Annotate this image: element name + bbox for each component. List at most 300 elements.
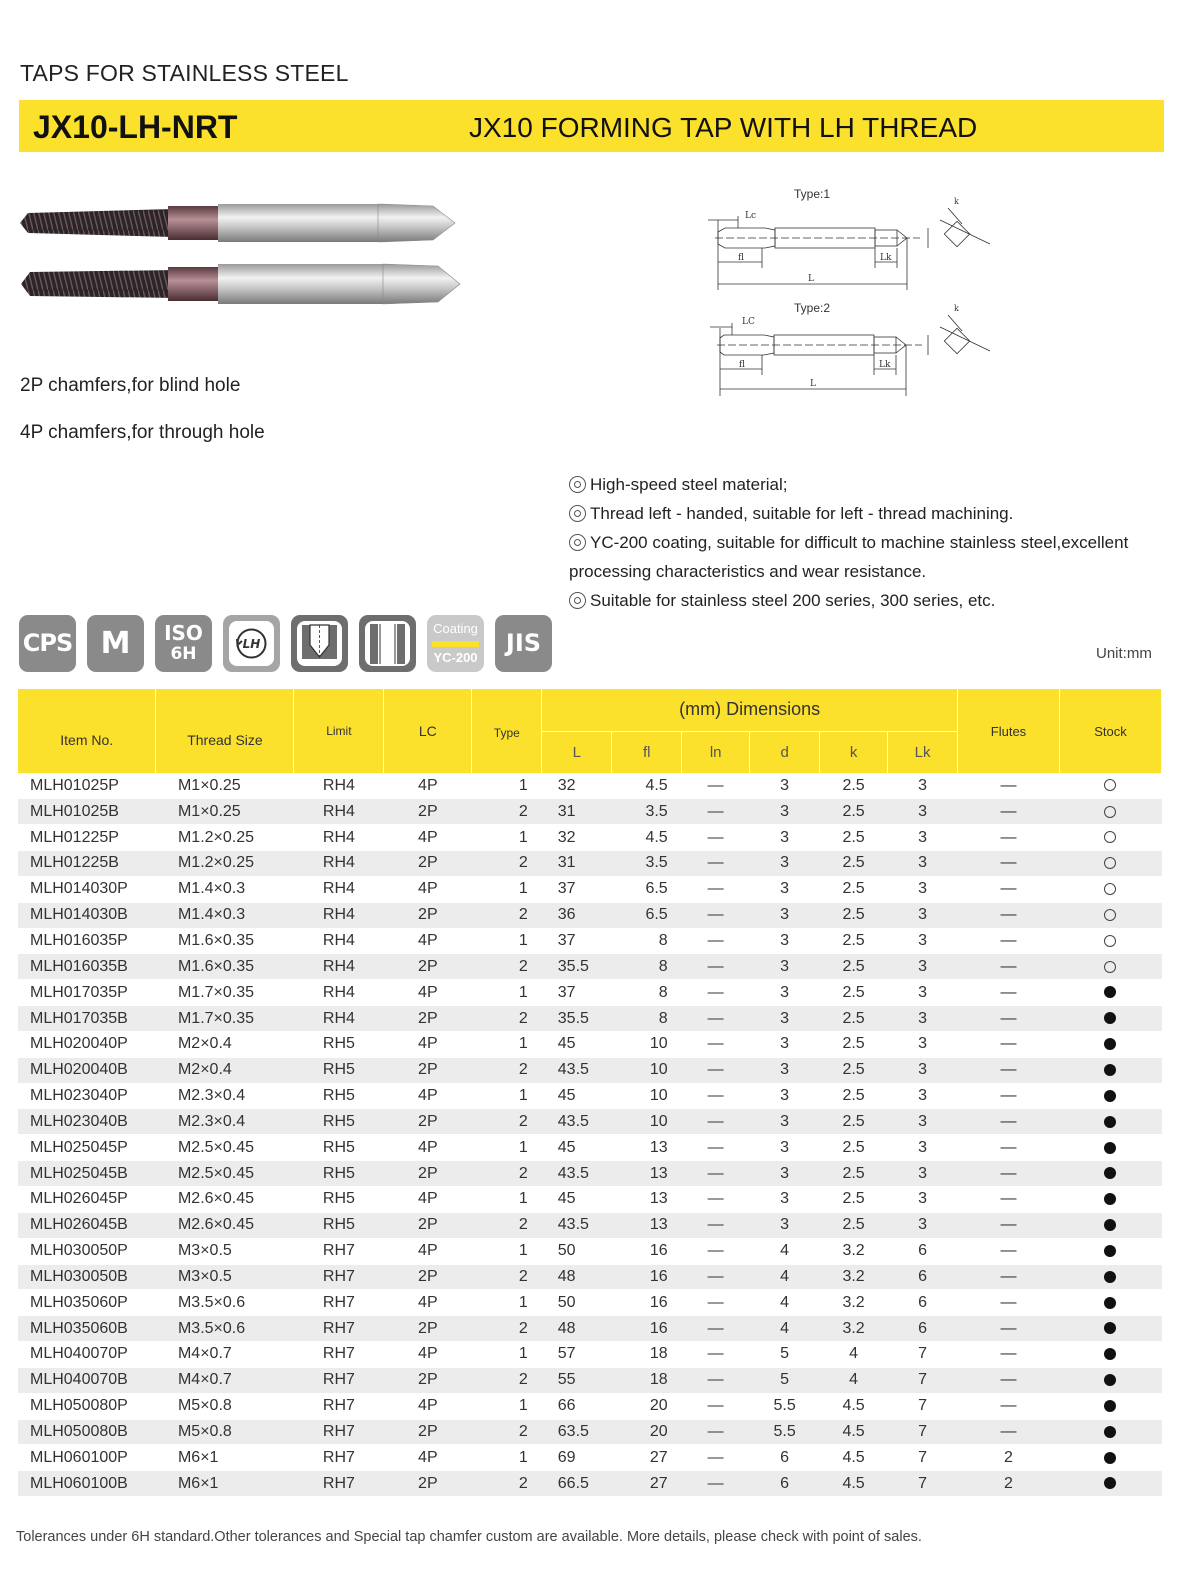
cell-lc: 4P bbox=[384, 1135, 472, 1161]
in-stock-icon bbox=[1104, 1297, 1116, 1309]
cell-fl: 27 bbox=[612, 1445, 682, 1471]
cell-item: MLH014030B bbox=[18, 902, 156, 928]
cell-k: 2.5 bbox=[820, 928, 888, 954]
made-to-order-icon bbox=[1104, 961, 1116, 973]
cell-d: 3 bbox=[750, 825, 820, 851]
cell-limit: RH4 bbox=[294, 1006, 384, 1032]
cell-flutes: — bbox=[958, 1238, 1060, 1264]
cell-stock bbox=[1059, 825, 1161, 851]
table-row bbox=[18, 1238, 1162, 1264]
table-row bbox=[18, 902, 1162, 928]
tap-photos bbox=[18, 190, 468, 320]
cell-l: 37 bbox=[542, 876, 612, 902]
cell-d: 3 bbox=[750, 1083, 820, 1109]
header-lc: LC bbox=[384, 689, 472, 773]
cell-lk: 7 bbox=[888, 1367, 958, 1393]
cell-limit: RH4 bbox=[294, 954, 384, 980]
cell-lc: 4P bbox=[384, 1031, 472, 1057]
cell-k: 2.5 bbox=[820, 1212, 888, 1238]
made-to-order-icon bbox=[1104, 857, 1116, 869]
header-Lk: Lk bbox=[888, 731, 958, 773]
cell-type: 2 bbox=[472, 1212, 542, 1238]
cell-flutes: — bbox=[958, 980, 1060, 1006]
cell-l: 48 bbox=[542, 1316, 612, 1342]
cell-lk: 3 bbox=[888, 825, 958, 851]
cell-l: 50 bbox=[542, 1238, 612, 1264]
cell-lc: 2P bbox=[384, 1264, 472, 1290]
cell-stock bbox=[1059, 851, 1161, 877]
cell-flutes: — bbox=[958, 851, 1060, 877]
cell-type: 2 bbox=[472, 1264, 542, 1290]
cell-flutes: — bbox=[958, 1367, 1060, 1393]
cell-ln: — bbox=[682, 1083, 750, 1109]
cell-l: 55 bbox=[542, 1367, 612, 1393]
cell-limit: RH4 bbox=[294, 851, 384, 877]
cell-d: 3 bbox=[750, 1006, 820, 1032]
made-to-order-icon bbox=[1104, 806, 1116, 818]
cell-ln: — bbox=[682, 1367, 750, 1393]
header-k: k bbox=[820, 731, 888, 773]
cell-k: 4.5 bbox=[820, 1471, 888, 1497]
cell-flutes: — bbox=[958, 1083, 1060, 1109]
cell-lc: 2P bbox=[384, 1212, 472, 1238]
in-stock-icon bbox=[1104, 1426, 1116, 1438]
cell-lc: 4P bbox=[384, 1083, 472, 1109]
table-row bbox=[18, 1031, 1162, 1057]
table-row bbox=[18, 851, 1162, 877]
cell-d: 3 bbox=[750, 902, 820, 928]
cell-d: 6 bbox=[750, 1445, 820, 1471]
cell-k: 3.2 bbox=[820, 1290, 888, 1316]
cell-flutes: — bbox=[958, 1006, 1060, 1032]
cell-item: MLH035060B bbox=[18, 1316, 156, 1342]
cell-item: MLH01025B bbox=[18, 799, 156, 825]
cell-lc: 2P bbox=[384, 1316, 472, 1342]
cell-lc: 4P bbox=[384, 1187, 472, 1213]
cell-item: MLH020040P bbox=[18, 1031, 156, 1057]
cell-thread: M1×0.25 bbox=[156, 773, 294, 799]
cell-limit: RH4 bbox=[294, 902, 384, 928]
cell-d: 3 bbox=[750, 1031, 820, 1057]
cell-stock bbox=[1059, 1445, 1161, 1471]
cell-l: 63.5 bbox=[542, 1419, 612, 1445]
cell-type: 1 bbox=[472, 1238, 542, 1264]
made-to-order-icon bbox=[1104, 831, 1116, 843]
cell-limit: RH7 bbox=[294, 1367, 384, 1393]
cell-item: MLH01225P bbox=[18, 825, 156, 851]
cell-thread: M6×1 bbox=[156, 1471, 294, 1497]
cell-k: 4.5 bbox=[820, 1419, 888, 1445]
in-stock-icon bbox=[1104, 1245, 1116, 1257]
table-row bbox=[18, 1057, 1162, 1083]
cell-lk: 7 bbox=[888, 1342, 958, 1368]
type-2-l-label: L bbox=[810, 379, 816, 389]
table-row bbox=[18, 799, 1162, 825]
cell-type: 1 bbox=[472, 1393, 542, 1419]
cell-item: MLH040070P bbox=[18, 1342, 156, 1368]
cell-k: 3.2 bbox=[820, 1316, 888, 1342]
cell-type: 2 bbox=[472, 1109, 542, 1135]
cell-l: 35.5 bbox=[542, 954, 612, 980]
cell-limit: RH4 bbox=[294, 825, 384, 851]
circle-bullet-icon bbox=[569, 592, 586, 609]
cell-lc: 4P bbox=[384, 1290, 472, 1316]
cell-fl: 18 bbox=[612, 1367, 682, 1393]
cell-thread: M4×0.7 bbox=[156, 1342, 294, 1368]
cell-ln: — bbox=[682, 1290, 750, 1316]
cell-lk: 3 bbox=[888, 1109, 958, 1135]
cell-type: 2 bbox=[472, 1161, 542, 1187]
type-2-fl-label: fl bbox=[739, 360, 746, 370]
cell-limit: RH4 bbox=[294, 928, 384, 954]
cell-limit: RH4 bbox=[294, 773, 384, 799]
cell-fl: 27 bbox=[612, 1471, 682, 1497]
svg-text:LH: LH bbox=[242, 637, 261, 651]
cell-lk: 3 bbox=[888, 1083, 958, 1109]
cell-k: 4 bbox=[820, 1367, 888, 1393]
cell-fl: 3.5 bbox=[612, 799, 682, 825]
cell-fl: 16 bbox=[612, 1290, 682, 1316]
cell-l: 50 bbox=[542, 1290, 612, 1316]
cell-thread: M3.5×0.6 bbox=[156, 1316, 294, 1342]
cell-lc: 2P bbox=[384, 799, 472, 825]
cell-thread: M3.5×0.6 bbox=[156, 1290, 294, 1316]
cell-thread: M4×0.7 bbox=[156, 1367, 294, 1393]
cell-flutes: — bbox=[958, 954, 1060, 980]
cell-l: 45 bbox=[542, 1135, 612, 1161]
cell-item: MLH026045P bbox=[18, 1187, 156, 1213]
cell-fl: 13 bbox=[612, 1161, 682, 1187]
cell-stock bbox=[1059, 799, 1161, 825]
cell-item: MLH016035P bbox=[18, 928, 156, 954]
cell-k: 4.5 bbox=[820, 1445, 888, 1471]
table-row bbox=[18, 1187, 1162, 1213]
feature-item: Suitable for stainless steel 200 series, 300 series, etc. bbox=[569, 586, 1169, 615]
cell-type: 2 bbox=[472, 1419, 542, 1445]
cell-l: 45 bbox=[542, 1187, 612, 1213]
cell-d: 5.5 bbox=[750, 1419, 820, 1445]
cell-d: 3 bbox=[750, 1057, 820, 1083]
cell-flutes: — bbox=[958, 1135, 1060, 1161]
cell-type: 2 bbox=[472, 954, 542, 980]
blind-hole-icon bbox=[291, 615, 348, 672]
cell-limit: RH5 bbox=[294, 1212, 384, 1238]
cell-thread: M3×0.5 bbox=[156, 1238, 294, 1264]
cell-item: MLH017035B bbox=[18, 1006, 156, 1032]
cell-l: 57 bbox=[542, 1342, 612, 1368]
cell-lk: 3 bbox=[888, 980, 958, 1006]
cell-k: 2.5 bbox=[820, 799, 888, 825]
cell-flutes: — bbox=[958, 1342, 1060, 1368]
in-stock-icon bbox=[1104, 1477, 1116, 1489]
cell-d: 3 bbox=[750, 1187, 820, 1213]
cell-limit: RH7 bbox=[294, 1290, 384, 1316]
cell-item: MLH035060P bbox=[18, 1290, 156, 1316]
cell-l: 35.5 bbox=[542, 1006, 612, 1032]
cell-k: 2.5 bbox=[820, 1135, 888, 1161]
cell-d: 3 bbox=[750, 954, 820, 980]
cell-item: MLH017035P bbox=[18, 980, 156, 1006]
in-stock-icon bbox=[1104, 986, 1116, 998]
cell-type: 1 bbox=[472, 825, 542, 851]
table-row bbox=[18, 1006, 1162, 1032]
cell-lk: 3 bbox=[888, 1057, 958, 1083]
cell-fl: 8 bbox=[612, 980, 682, 1006]
cell-ln: — bbox=[682, 1342, 750, 1368]
cell-fl: 10 bbox=[612, 1109, 682, 1135]
table-row bbox=[18, 1342, 1162, 1368]
cell-ln: — bbox=[682, 954, 750, 980]
cell-type: 2 bbox=[472, 1367, 542, 1393]
cell-stock bbox=[1059, 1135, 1161, 1161]
cell-d: 4 bbox=[750, 1264, 820, 1290]
cell-item: MLH040070B bbox=[18, 1367, 156, 1393]
cell-item: MLH020040B bbox=[18, 1057, 156, 1083]
cell-k: 2.5 bbox=[820, 773, 888, 799]
cell-limit: RH7 bbox=[294, 1419, 384, 1445]
cell-fl: 8 bbox=[612, 928, 682, 954]
header-item-no: Item No. bbox=[18, 689, 156, 773]
cell-item: MLH014030P bbox=[18, 876, 156, 902]
cell-k: 2.5 bbox=[820, 1031, 888, 1057]
cell-lc: 4P bbox=[384, 1393, 472, 1419]
cell-lk: 3 bbox=[888, 773, 958, 799]
cell-thread: M1.6×0.35 bbox=[156, 954, 294, 980]
cell-item: MLH050080B bbox=[18, 1419, 156, 1445]
cell-type: 1 bbox=[472, 1083, 542, 1109]
cell-type: 2 bbox=[472, 1316, 542, 1342]
cell-l: 31 bbox=[542, 851, 612, 877]
cell-ln: — bbox=[682, 1006, 750, 1032]
in-stock-icon bbox=[1104, 1090, 1116, 1102]
cell-k: 2.5 bbox=[820, 1083, 888, 1109]
cell-lc: 2P bbox=[384, 1367, 472, 1393]
table-row bbox=[18, 1419, 1162, 1445]
feature-item: YC-200 coating, suitable for difficult to machine stainless steel,excellent processing characteristics and wear resistance. bbox=[569, 533, 1129, 581]
cell-flutes: — bbox=[958, 825, 1060, 851]
product-name: JX10 FORMING TAP WITH LH THREAD bbox=[469, 112, 978, 143]
cell-fl: 8 bbox=[612, 1006, 682, 1032]
table-row bbox=[18, 928, 1162, 954]
cell-thread: M5×0.8 bbox=[156, 1419, 294, 1445]
header-fl: fl bbox=[612, 731, 682, 773]
cell-k: 2.5 bbox=[820, 980, 888, 1006]
cell-fl: 4.5 bbox=[612, 825, 682, 851]
metric-icon: M bbox=[87, 615, 144, 672]
tap-photo-4p bbox=[21, 264, 460, 304]
cps-icon: CPS bbox=[19, 615, 76, 672]
cell-d: 3 bbox=[750, 851, 820, 877]
cell-ln: — bbox=[682, 773, 750, 799]
cell-flutes: — bbox=[958, 1187, 1060, 1213]
cell-ln: — bbox=[682, 902, 750, 928]
cell-limit: RH5 bbox=[294, 1161, 384, 1187]
cell-item: MLH030050P bbox=[18, 1238, 156, 1264]
cell-d: 4 bbox=[750, 1316, 820, 1342]
feature-item: High-speed steel material; bbox=[569, 470, 1169, 499]
cell-stock bbox=[1059, 1471, 1161, 1497]
cell-lc: 2P bbox=[384, 851, 472, 877]
cell-stock bbox=[1059, 1238, 1161, 1264]
table-row bbox=[18, 773, 1162, 799]
cell-stock bbox=[1059, 1367, 1161, 1393]
cell-k: 2.5 bbox=[820, 876, 888, 902]
made-to-order-icon bbox=[1104, 909, 1116, 921]
table-row bbox=[18, 1316, 1162, 1342]
made-to-order-icon bbox=[1104, 779, 1116, 791]
cell-d: 3 bbox=[750, 876, 820, 902]
cell-l: 37 bbox=[542, 980, 612, 1006]
cell-fl: 3.5 bbox=[612, 851, 682, 877]
cell-lc: 4P bbox=[384, 773, 472, 799]
cell-stock bbox=[1059, 1161, 1161, 1187]
cell-l: 36 bbox=[542, 902, 612, 928]
cell-flutes: — bbox=[958, 1212, 1060, 1238]
table-row bbox=[18, 1445, 1162, 1471]
cell-lk: 7 bbox=[888, 1419, 958, 1445]
cell-type: 1 bbox=[472, 773, 542, 799]
cell-limit: RH5 bbox=[294, 1057, 384, 1083]
cell-lc: 2P bbox=[384, 1419, 472, 1445]
cell-ln: — bbox=[682, 1471, 750, 1497]
type-2-lc-label: LC bbox=[742, 317, 755, 327]
in-stock-icon bbox=[1104, 1064, 1116, 1076]
cell-flutes: 2 bbox=[958, 1471, 1060, 1497]
cell-item: MLH01225B bbox=[18, 851, 156, 877]
cell-limit: RH7 bbox=[294, 1264, 384, 1290]
cell-lk: 3 bbox=[888, 928, 958, 954]
header-L: L bbox=[542, 731, 612, 773]
cell-limit: RH5 bbox=[294, 1135, 384, 1161]
cell-ln: — bbox=[682, 1264, 750, 1290]
cell-lk: 6 bbox=[888, 1264, 958, 1290]
cell-limit: RH4 bbox=[294, 799, 384, 825]
chamfer-note-4p: 4P chamfers,for through hole bbox=[20, 422, 265, 443]
in-stock-icon bbox=[1104, 1142, 1116, 1154]
cell-d: 4 bbox=[750, 1238, 820, 1264]
cell-l: 43.5 bbox=[542, 1212, 612, 1238]
cell-limit: RH4 bbox=[294, 876, 384, 902]
cell-fl: 16 bbox=[612, 1238, 682, 1264]
cell-lc: 2P bbox=[384, 1006, 472, 1032]
cell-thread: M1.4×0.3 bbox=[156, 902, 294, 928]
cell-fl: 4.5 bbox=[612, 773, 682, 799]
cell-k: 2.5 bbox=[820, 902, 888, 928]
cell-lc: 4P bbox=[384, 1342, 472, 1368]
product-code: JX10-LH-NRT bbox=[33, 109, 238, 145]
cell-lk: 3 bbox=[888, 1212, 958, 1238]
cell-flutes: — bbox=[958, 902, 1060, 928]
table-row bbox=[18, 954, 1162, 980]
cell-flutes: — bbox=[958, 1290, 1060, 1316]
table-row bbox=[18, 1161, 1162, 1187]
spec-table bbox=[18, 689, 1162, 1497]
cell-lk: 7 bbox=[888, 1393, 958, 1419]
cell-stock bbox=[1059, 980, 1161, 1006]
cell-flutes: — bbox=[958, 1161, 1060, 1187]
cell-item: MLH050080P bbox=[18, 1393, 156, 1419]
cell-d: 3 bbox=[750, 1135, 820, 1161]
cell-lk: 3 bbox=[888, 1031, 958, 1057]
cell-lc: 2P bbox=[384, 1109, 472, 1135]
cell-fl: 10 bbox=[612, 1057, 682, 1083]
chamfer-note-2p: 2P chamfers,for blind hole bbox=[20, 375, 241, 396]
cell-ln: — bbox=[682, 1031, 750, 1057]
cell-lk: 6 bbox=[888, 1316, 958, 1342]
cell-l: 66.5 bbox=[542, 1471, 612, 1497]
cell-item: MLH016035B bbox=[18, 954, 156, 980]
cell-stock bbox=[1059, 1419, 1161, 1445]
type-2-lk-label: Lk bbox=[879, 360, 891, 370]
cell-d: 3 bbox=[750, 1109, 820, 1135]
header-stock: Stock bbox=[1059, 689, 1161, 773]
cell-ln: — bbox=[682, 1187, 750, 1213]
cell-lc: 4P bbox=[384, 928, 472, 954]
product-banner bbox=[19, 100, 1164, 152]
cell-ln: — bbox=[682, 1057, 750, 1083]
cell-limit: RH7 bbox=[294, 1342, 384, 1368]
cell-type: 1 bbox=[472, 1187, 542, 1213]
cell-stock bbox=[1059, 876, 1161, 902]
cell-lk: 7 bbox=[888, 1445, 958, 1471]
cell-l: 43.5 bbox=[542, 1109, 612, 1135]
cell-stock bbox=[1059, 928, 1161, 954]
cell-ln: — bbox=[682, 1393, 750, 1419]
cell-stock bbox=[1059, 954, 1161, 980]
cell-k: 3.2 bbox=[820, 1238, 888, 1264]
cell-lk: 3 bbox=[888, 1006, 958, 1032]
cell-fl: 10 bbox=[612, 1031, 682, 1057]
circle-bullet-icon bbox=[569, 534, 586, 551]
type-1-k-label: k bbox=[954, 197, 959, 206]
cell-item: MLH01025P bbox=[18, 773, 156, 799]
cell-l: 32 bbox=[542, 773, 612, 799]
tap-photo-2p bbox=[20, 204, 455, 242]
in-stock-icon bbox=[1104, 1167, 1116, 1179]
cell-lc: 2P bbox=[384, 954, 472, 980]
cell-type: 2 bbox=[472, 1471, 542, 1497]
cell-fl: 13 bbox=[612, 1187, 682, 1213]
cell-lk: 3 bbox=[888, 851, 958, 877]
cell-type: 2 bbox=[472, 799, 542, 825]
cell-d: 3 bbox=[750, 980, 820, 1006]
cell-item: MLH060100B bbox=[18, 1471, 156, 1497]
unit-label: Unit:mm bbox=[1096, 645, 1152, 662]
in-stock-icon bbox=[1104, 1400, 1116, 1412]
cell-k: 2.5 bbox=[820, 1187, 888, 1213]
cell-ln: — bbox=[682, 799, 750, 825]
cell-d: 5.5 bbox=[750, 1393, 820, 1419]
cell-lc: 2P bbox=[384, 1471, 472, 1497]
cell-stock bbox=[1059, 1031, 1161, 1057]
header-limit: Limit bbox=[294, 689, 384, 773]
cell-ln: — bbox=[682, 851, 750, 877]
header-ln: ln bbox=[682, 731, 750, 773]
cell-thread: M2.3×0.4 bbox=[156, 1083, 294, 1109]
cell-thread: M2.5×0.45 bbox=[156, 1135, 294, 1161]
technical-drawing bbox=[700, 180, 1000, 410]
cell-fl: 18 bbox=[612, 1342, 682, 1368]
cell-item: MLH025045B bbox=[18, 1161, 156, 1187]
cell-d: 4 bbox=[750, 1290, 820, 1316]
cell-l: 45 bbox=[542, 1083, 612, 1109]
cell-k: 2.5 bbox=[820, 1057, 888, 1083]
cell-flutes: — bbox=[958, 1109, 1060, 1135]
cell-flutes: — bbox=[958, 1393, 1060, 1419]
cell-lc: 2P bbox=[384, 1161, 472, 1187]
cell-fl: 16 bbox=[612, 1316, 682, 1342]
type-1-label: Type:1 bbox=[794, 187, 831, 201]
